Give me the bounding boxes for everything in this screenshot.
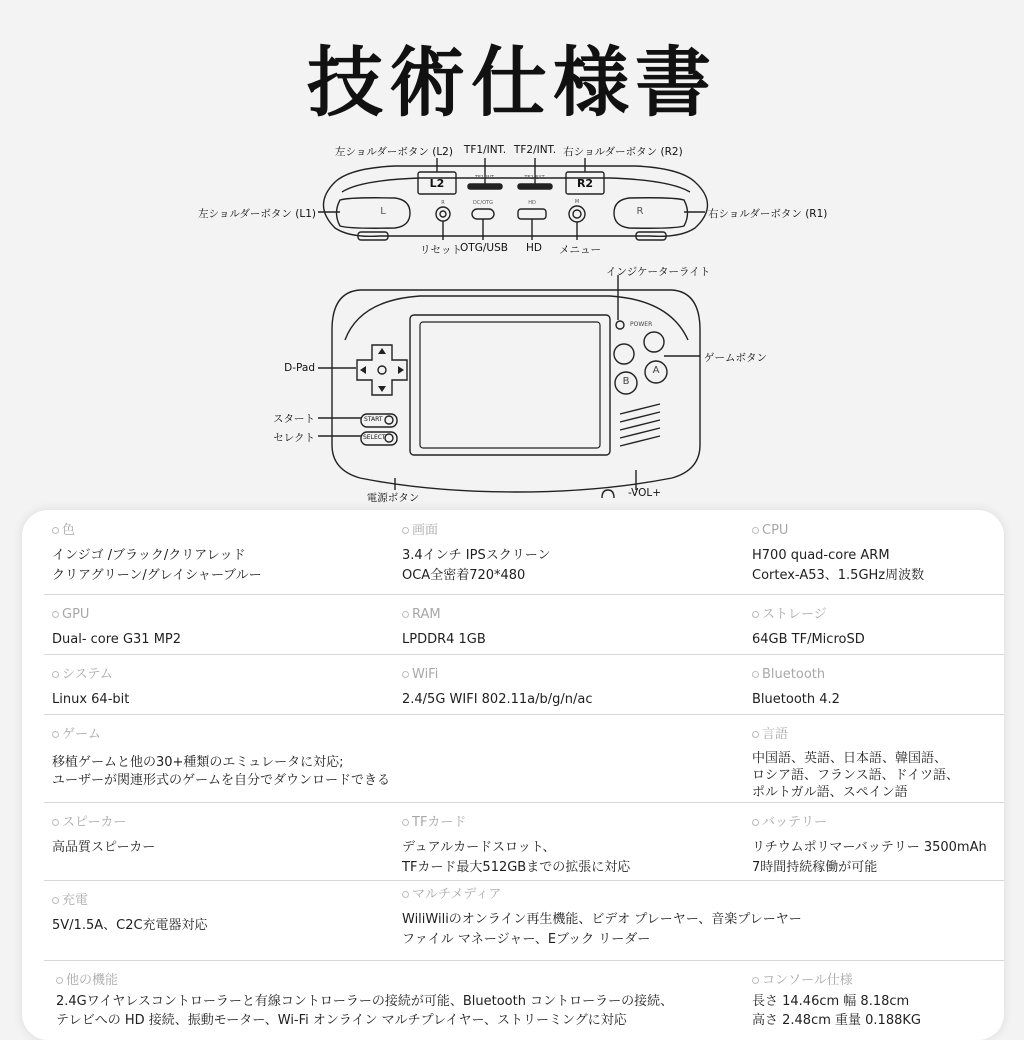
bullet-icon	[752, 977, 759, 984]
l1-key	[337, 198, 411, 229]
spec-label: CPU	[762, 523, 789, 538]
spec-row	[44, 802, 1004, 881]
spec-gpu	[52, 594, 181, 650]
b-key-text: B	[622, 376, 630, 387]
spec-label: 色	[62, 523, 76, 538]
spec-value: ファイル マネージャー、Eブック リーダー	[402, 932, 651, 947]
spec-value: インジゴ /ブラック/クリアレッド	[52, 548, 246, 563]
tf2-label: TF2/INT.	[513, 144, 557, 156]
l-key-text: L	[380, 206, 386, 217]
spec-screen	[402, 510, 550, 586]
tf2-small-text: TF2/EXT.	[524, 175, 546, 181]
speaker-grille	[620, 404, 660, 446]
spec-label: 他の機能	[66, 973, 119, 988]
spec-label: 言語	[762, 727, 789, 742]
otg-small-text: DC/OTG	[473, 200, 493, 206]
l2-label: 左ショルダーボタン (L2)	[335, 146, 453, 158]
start-label: スタート	[273, 413, 315, 425]
power-text: POWER	[630, 321, 653, 328]
spec-value: WiliWiliのオンライン再生機能、ビデオ プレーヤー、音楽プレーヤー	[402, 912, 802, 927]
bullet-icon	[752, 527, 759, 534]
y-key	[644, 332, 664, 352]
reset-label: リセット	[420, 244, 462, 256]
spec-other-features	[56, 960, 673, 1030]
spec-tf-card	[402, 802, 630, 878]
spec-row	[44, 510, 1004, 595]
menu-small-text: M	[574, 199, 580, 205]
start-key-text: START	[364, 416, 383, 423]
bullet-icon	[402, 671, 409, 678]
otg-port	[472, 209, 494, 219]
spec-ram	[402, 594, 486, 650]
spec-value: 長さ 14.46cm 幅 8.18cm	[752, 994, 910, 1009]
spec-value: 7時間持続稼働が可能	[752, 860, 878, 875]
tf1-small-text: TF1/INT.	[474, 175, 496, 181]
x-key	[614, 344, 634, 364]
spec-speaker	[52, 802, 155, 858]
reset-small-text: R	[441, 200, 445, 206]
spec-label: バッテリー	[762, 815, 828, 830]
bullet-icon	[752, 819, 759, 826]
spec-charging	[52, 880, 208, 936]
spec-cpu	[752, 510, 924, 586]
bullet-icon	[52, 897, 59, 904]
spec-row	[44, 880, 1004, 961]
spec-label: コンソール仕様	[762, 973, 853, 988]
spec-label: WiFi	[412, 667, 439, 682]
spec-label: 画面	[412, 523, 439, 538]
tf2-slot	[518, 184, 552, 189]
tf1-slot	[468, 184, 502, 189]
spec-value: テレビへの HD 接続、振動モーター、Wi-Fi オンライン マルチプレイヤー、ストリーミングに対応	[56, 1013, 627, 1028]
spec-system	[52, 654, 129, 710]
spec-value: 高さ 2.48cm 重量 0.188KG	[752, 1013, 921, 1028]
volume-label: -VOL+	[628, 487, 662, 499]
spec-value: Cortex-A53、1.5GHz周波数	[752, 568, 925, 583]
r1-key	[614, 198, 688, 229]
spec-value: 2.4Gワイヤレスコントローラーと有線コントローラーの接続が可能、Bluetooth コントローラーの接続、	[56, 994, 674, 1009]
spec-value: Bluetooth 4.2	[752, 692, 840, 707]
bullet-icon	[52, 819, 59, 826]
headphone-icon	[602, 490, 614, 498]
spec-value: ロシア語、フランス語、ドイツ語、	[752, 768, 959, 783]
select-label: セレクト	[273, 432, 315, 444]
spec-label: 充電	[62, 893, 89, 908]
spec-value: クリアグリーン/グレイシャーブルー	[52, 568, 262, 583]
l1-label: 左ショルダーボタン (L1)	[198, 208, 316, 220]
spec-label: Bluetooth	[762, 667, 826, 682]
spec-label: TFカード	[412, 815, 467, 830]
spec-label: RAM	[412, 607, 441, 622]
spec-battery	[752, 802, 987, 878]
top-view-outline	[324, 166, 708, 236]
bullet-icon	[402, 819, 409, 826]
spec-value: 中国語、英語、日本語、韓国語、	[752, 751, 948, 766]
spec-label: ゲーム	[62, 727, 102, 742]
bullet-icon	[402, 611, 409, 618]
spec-value: 高品質スピーカー	[52, 840, 156, 855]
device-diagram	[0, 0, 1024, 510]
spec-value: ポルトガル語、スペイン語	[752, 785, 908, 800]
spec-label: GPU	[62, 607, 90, 622]
indicator-label: インジケーターライト	[606, 266, 711, 278]
l2-key-text: L2	[429, 177, 445, 190]
spec-languages	[752, 714, 959, 801]
a-key-text: A	[652, 365, 660, 376]
r2-label: 右ショルダーボタン (R2)	[563, 146, 683, 158]
bullet-icon	[56, 977, 63, 984]
spec-value: H700 quad-core ARM	[752, 548, 890, 563]
spec-card	[22, 510, 1004, 1040]
menu-port	[569, 206, 585, 222]
game-buttons-label: ゲームボタン	[704, 352, 767, 364]
select-key-text: SELECT	[363, 434, 386, 441]
bullet-icon	[402, 527, 409, 534]
bullet-icon	[52, 527, 59, 534]
spec-value: 3.4インチ IPSスクリーン	[402, 548, 551, 563]
spec-value: 2.4/5G WIFI 802.11a/b/g/n/ac	[402, 692, 593, 707]
hd-small-text: HD	[528, 200, 536, 206]
r1-label: 右ショルダーボタン (R1)	[708, 208, 828, 220]
spec-value: Dual- core G31 MP2	[52, 632, 182, 647]
spec-multimedia	[402, 874, 802, 950]
screen-bezel	[410, 315, 610, 455]
spec-row	[44, 960, 1004, 1040]
spec-row	[44, 594, 1004, 655]
reset-port	[436, 207, 450, 221]
r2-key-text: R2	[576, 177, 594, 190]
spec-value: 64GB TF/MicroSD	[752, 632, 865, 647]
hd-port	[518, 209, 546, 219]
spec-wifi	[402, 654, 593, 710]
spec-value: 5V/1.5A、C2C充電器対応	[52, 918, 208, 933]
indicator-light	[616, 321, 624, 329]
spec-label: スピーカー	[62, 815, 127, 830]
spec-value: OCA全密着720*480	[402, 568, 526, 583]
hd-label: HD	[526, 242, 542, 254]
spec-games	[52, 714, 390, 790]
spec-value: 移植ゲームと他の30+種類のエミュレータに対応;	[52, 755, 344, 770]
tf1-label: TF1/INT.	[463, 144, 507, 156]
otg-usb-label: OTG/USB	[460, 242, 508, 254]
bullet-icon	[52, 671, 59, 678]
spec-color	[52, 510, 262, 586]
spec-label: システム	[62, 667, 113, 682]
spec-value: デュアルカードスロット、	[402, 840, 556, 855]
spec-row	[44, 714, 1004, 803]
r-key-text: R	[636, 206, 644, 217]
power-button-label: 電源ボタン	[366, 492, 420, 504]
page-title: 技術仕様書	[307, 38, 717, 127]
bullet-icon	[752, 611, 759, 618]
bullet-icon	[52, 611, 59, 618]
spec-bluetooth	[752, 654, 840, 710]
spec-label: マルチメディア	[412, 887, 502, 902]
menu-label: メニュー	[559, 244, 601, 256]
dpad-label: D-Pad	[284, 362, 315, 374]
bullet-icon	[752, 671, 759, 678]
spec-console-size	[752, 960, 921, 1030]
spec-storage	[752, 594, 865, 650]
screen	[420, 322, 600, 448]
spec-row	[44, 654, 1004, 715]
spec-value: LPDDR4 1GB	[402, 632, 486, 647]
spec-value: Linux 64-bit	[52, 692, 130, 707]
spec-value: ユーザーが関連形式のゲームを自分でダウンロードできる	[52, 773, 391, 788]
bullet-icon	[402, 891, 409, 898]
spec-value: リチウムポリマーバッテリー 3500mAh	[752, 840, 987, 855]
spec-value: TFカード最大512GBまでの拡張に対応	[402, 860, 631, 875]
spec-label: ストレージ	[762, 607, 827, 622]
bullet-icon	[752, 731, 759, 738]
bullet-icon	[52, 731, 59, 738]
